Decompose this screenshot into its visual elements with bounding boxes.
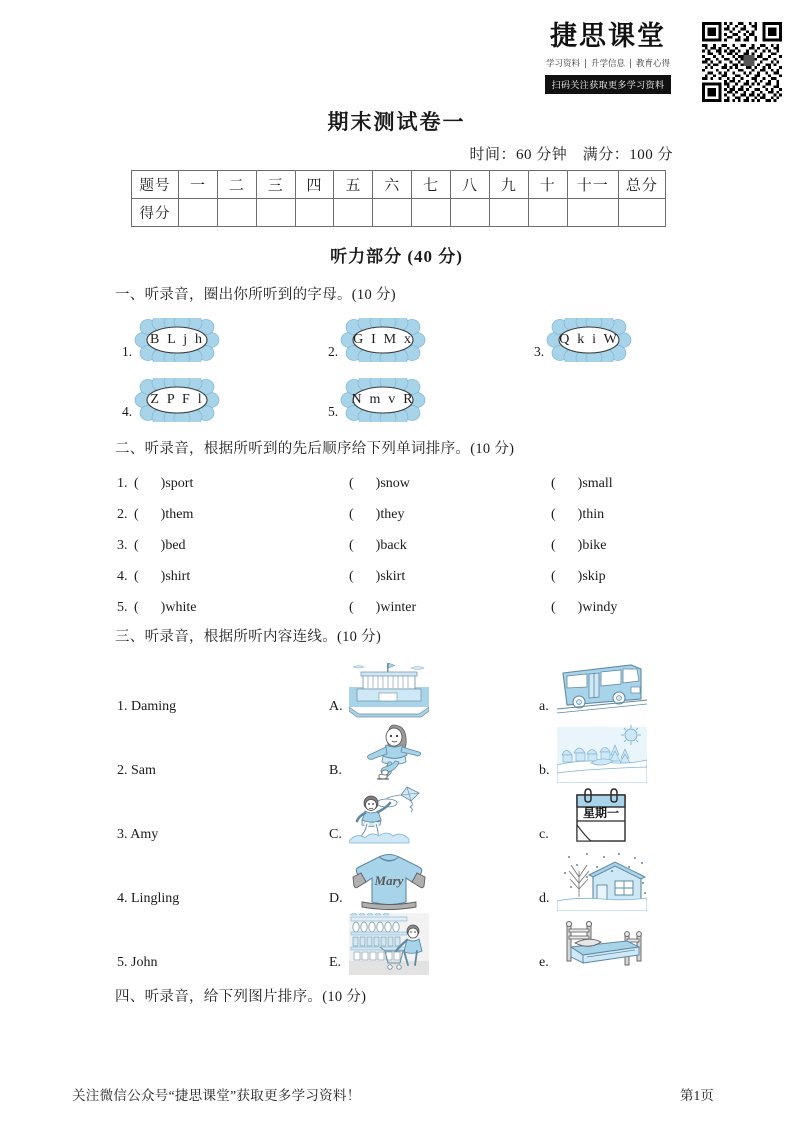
word-cell[interactable]: [349, 507, 551, 523]
letter-group-text: B L j h: [150, 332, 205, 347]
score-table-col-11: 十一: [567, 171, 618, 199]
table-row: [132, 171, 666, 199]
close-paren: ): [160, 568, 166, 584]
letter-bubble-1[interactable]: [122, 318, 220, 362]
scalloped-oval-icon: [134, 318, 220, 362]
score-cell-1[interactable]: [179, 199, 218, 227]
score-table-col-8: 八: [451, 171, 490, 199]
word-cell[interactable]: [551, 507, 677, 523]
close-paren: ): [375, 475, 381, 491]
word-order-row: [117, 561, 677, 592]
matching-row: [117, 719, 677, 783]
word-text: snow: [380, 475, 410, 491]
item-number: 3.: [534, 344, 545, 359]
score-table-col-3: 三: [256, 171, 295, 199]
qr-code-icon: [702, 22, 782, 102]
score-cell-10[interactable]: [528, 199, 567, 227]
brand-sub-1: 学习资料: [545, 58, 580, 69]
open-paren: (: [349, 568, 354, 584]
matching-row: [117, 655, 677, 719]
matching-exercise: [117, 655, 677, 975]
open-paren: (: [349, 506, 354, 522]
close-paren: ): [577, 537, 583, 553]
word-cell[interactable]: [117, 538, 349, 554]
item-number: 5.: [117, 955, 128, 970]
question-3-heading: 三、听录音，根据所听内容连线。(10 分): [115, 629, 382, 645]
close-paren: ): [160, 506, 166, 522]
score-table-col-9: 九: [489, 171, 528, 199]
open-paren: (: [134, 599, 139, 615]
score-cell-6[interactable]: [373, 199, 412, 227]
open-paren: (: [349, 599, 354, 615]
government-building-icon[interactable]: [349, 657, 429, 719]
word-text: thin: [582, 506, 605, 522]
matching-name-3[interactable]: [117, 827, 158, 843]
word-text: bike: [582, 537, 607, 553]
close-paren: ): [577, 506, 583, 522]
snowy-house-icon[interactable]: [557, 849, 647, 911]
snowy-village-sun-icon[interactable]: [557, 721, 647, 783]
score-table-col-10: 十: [528, 171, 567, 199]
word-cell[interactable]: [349, 476, 551, 492]
bed-icon[interactable]: [557, 913, 647, 975]
open-paren: (: [551, 568, 556, 584]
word-text: winter: [380, 599, 417, 615]
word-cell[interactable]: [117, 476, 349, 492]
person-name: Daming: [131, 699, 177, 714]
word-text: sport: [165, 475, 194, 491]
word-cell[interactable]: [117, 507, 349, 523]
matching-row: [117, 911, 677, 975]
close-paren: ): [375, 506, 381, 522]
close-paren: ): [160, 475, 166, 491]
score-table-col-1: 一: [179, 171, 218, 199]
word-cell[interactable]: [551, 600, 677, 616]
score-cell-11[interactable]: [567, 199, 618, 227]
open-paren: (: [551, 599, 556, 615]
score-cell-9[interactable]: [489, 199, 528, 227]
close-paren: ): [577, 599, 583, 615]
open-paren: (: [551, 537, 556, 553]
matching-name-2[interactable]: [117, 763, 156, 779]
letter-bubble-4[interactable]: [122, 378, 220, 422]
word-order-row: [117, 468, 677, 499]
word-text: windy: [582, 599, 618, 615]
open-paren: (: [134, 475, 139, 491]
brand-sub-3: 教育心得: [636, 58, 671, 69]
option-label-b: b.: [539, 763, 550, 778]
page-title: 期末测试卷一: [327, 110, 466, 134]
item-number: 2.: [117, 763, 128, 778]
score-table-col-2: 二: [217, 171, 256, 199]
open-paren: (: [551, 506, 556, 522]
option-label-C: C.: [329, 827, 342, 842]
item-number: 1.: [117, 475, 128, 491]
close-paren: ): [160, 537, 166, 553]
option-label-e: e.: [539, 955, 549, 970]
score-table-row-label: 题号: [132, 171, 179, 199]
question-2-heading: 二、听录音，根据所听到的先后顺序给下列单词排序。(10 分): [115, 441, 515, 457]
scalloped-oval-icon: [546, 318, 632, 362]
score-table-col-7: 七: [412, 171, 451, 199]
word-text: they: [380, 506, 405, 522]
word-cell[interactable]: [551, 569, 677, 585]
letter-group-text: Z P F l: [150, 392, 204, 407]
word-text: skip: [582, 568, 606, 584]
word-text: small: [582, 475, 613, 491]
score-table-col-5: 五: [334, 171, 373, 199]
word-order-row: [117, 499, 677, 530]
matching-row: [117, 783, 677, 847]
score-table-col-total: 总分: [618, 171, 665, 199]
item-number: 4.: [117, 891, 128, 906]
calendar-icon[interactable]: [557, 785, 647, 847]
score-cell-3[interactable]: [256, 199, 295, 227]
letter-bubble-2[interactable]: [328, 318, 426, 362]
word-order-row: [117, 592, 677, 623]
letter-bubble-3[interactable]: [534, 318, 632, 362]
person-name: Sam: [131, 763, 156, 778]
item-number: 2.: [328, 344, 339, 359]
open-paren: (: [349, 475, 354, 491]
word-cell[interactable]: [349, 538, 551, 554]
word-cell[interactable]: [117, 600, 349, 616]
exam-meta: 时间：60 分钟 满分：100 分: [469, 147, 673, 163]
divider-icon: [585, 59, 586, 68]
letter-group-text: N m v R: [351, 392, 415, 407]
calendar-day-text: 星期一: [582, 806, 620, 820]
word-text: back: [380, 537, 407, 553]
item-number: 2.: [117, 506, 128, 522]
item-number: 3.: [117, 537, 128, 553]
open-paren: (: [134, 506, 139, 522]
matching-name-4[interactable]: [117, 891, 179, 907]
sweater-name-text: Mary: [374, 873, 404, 888]
brand-cta-banner: 扫码关注获取更多学习资料: [545, 75, 672, 94]
scalloped-oval-icon: [340, 318, 426, 362]
brand-subtitles: [546, 57, 670, 69]
divider-icon: [630, 59, 631, 68]
ice-skating-girl-icon[interactable]: [349, 721, 429, 783]
score-table-row-label: 得分: [132, 199, 179, 227]
item-number: 5.: [328, 404, 339, 419]
person-name: Lingling: [131, 891, 180, 906]
open-paren: (: [134, 537, 139, 553]
person-name: John: [131, 955, 158, 970]
item-number: 4.: [122, 404, 133, 419]
score-cell-5[interactable]: [334, 199, 373, 227]
score-cell-2[interactable]: [217, 199, 256, 227]
word-text: skirt: [380, 568, 406, 584]
close-paren: ): [375, 568, 381, 584]
option-label-A: A.: [329, 699, 343, 714]
item-number: 1.: [117, 699, 128, 714]
open-paren: (: [134, 568, 139, 584]
matching-name-5[interactable]: [117, 955, 157, 971]
word-text: bed: [165, 537, 186, 553]
table-row: [132, 199, 666, 227]
letter-group-text: Q k i W: [559, 332, 620, 347]
close-paren: ): [577, 568, 583, 584]
word-cell[interactable]: [551, 538, 677, 554]
question-4-heading: 四、听录音，给下列图片排序。(10 分): [115, 989, 367, 1005]
word-order-row: [117, 530, 677, 561]
word-cell[interactable]: [551, 476, 677, 492]
scalloped-oval-icon: [340, 378, 426, 422]
option-label-c: c.: [539, 827, 549, 842]
brand-text: [524, 22, 692, 94]
kite-flying-boy-icon[interactable]: [349, 785, 429, 847]
word-cell[interactable]: [117, 569, 349, 585]
brand-title: 捷思课堂: [550, 21, 666, 51]
score-table-col-6: 六: [373, 171, 412, 199]
word-cell[interactable]: [349, 600, 551, 616]
close-paren: ): [375, 537, 381, 553]
item-number: 3.: [117, 827, 128, 842]
word-cell[interactable]: [349, 569, 551, 585]
footer-promo-text: 关注微信公众号“捷思课堂”获取更多学习资料！: [72, 1088, 361, 1103]
supermarket-shopping-icon[interactable]: [349, 913, 429, 975]
score-cell-8[interactable]: [451, 199, 490, 227]
option-label-D: D.: [329, 891, 343, 906]
open-paren: (: [349, 537, 354, 553]
close-paren: ): [375, 599, 381, 615]
item-number: 5.: [117, 599, 128, 615]
score-cell-7[interactable]: [412, 199, 451, 227]
score-table: [131, 170, 666, 227]
score-table-col-4: 四: [295, 171, 334, 199]
sweater-icon[interactable]: [349, 849, 429, 911]
option-label-a: a.: [539, 699, 549, 714]
bus-icon[interactable]: [557, 657, 647, 719]
option-label-E: E.: [329, 955, 342, 970]
item-number: 1.: [122, 344, 133, 359]
scalloped-oval-icon: [134, 378, 220, 422]
letter-group-text: G I M x: [353, 332, 414, 347]
brand-sub-2: 升学信息: [590, 58, 625, 69]
listening-section-heading: 听力部分 (40 分): [330, 247, 463, 266]
score-cell-4[interactable]: [295, 199, 334, 227]
item-number: 4.: [117, 568, 128, 584]
close-paren: ): [577, 475, 583, 491]
matching-name-1[interactable]: [117, 699, 176, 715]
option-label-d: d.: [539, 891, 550, 906]
close-paren: ): [160, 599, 166, 615]
word-text: them: [165, 506, 194, 522]
page-number: 第1页: [680, 1088, 714, 1103]
question-1-heading: 一、听录音，圈出你所听到的字母。(10 分): [115, 287, 396, 303]
option-label-B: B.: [329, 763, 342, 778]
person-name: Amy: [130, 827, 159, 842]
brand-block: [524, 22, 792, 114]
word-order-grid: [117, 468, 677, 623]
word-text: shirt: [165, 568, 191, 584]
score-cell-total[interactable]: [618, 199, 665, 227]
open-paren: (: [551, 475, 556, 491]
matching-row: [117, 847, 677, 911]
word-text: white: [165, 599, 197, 615]
letter-bubble-5[interactable]: [328, 378, 426, 422]
